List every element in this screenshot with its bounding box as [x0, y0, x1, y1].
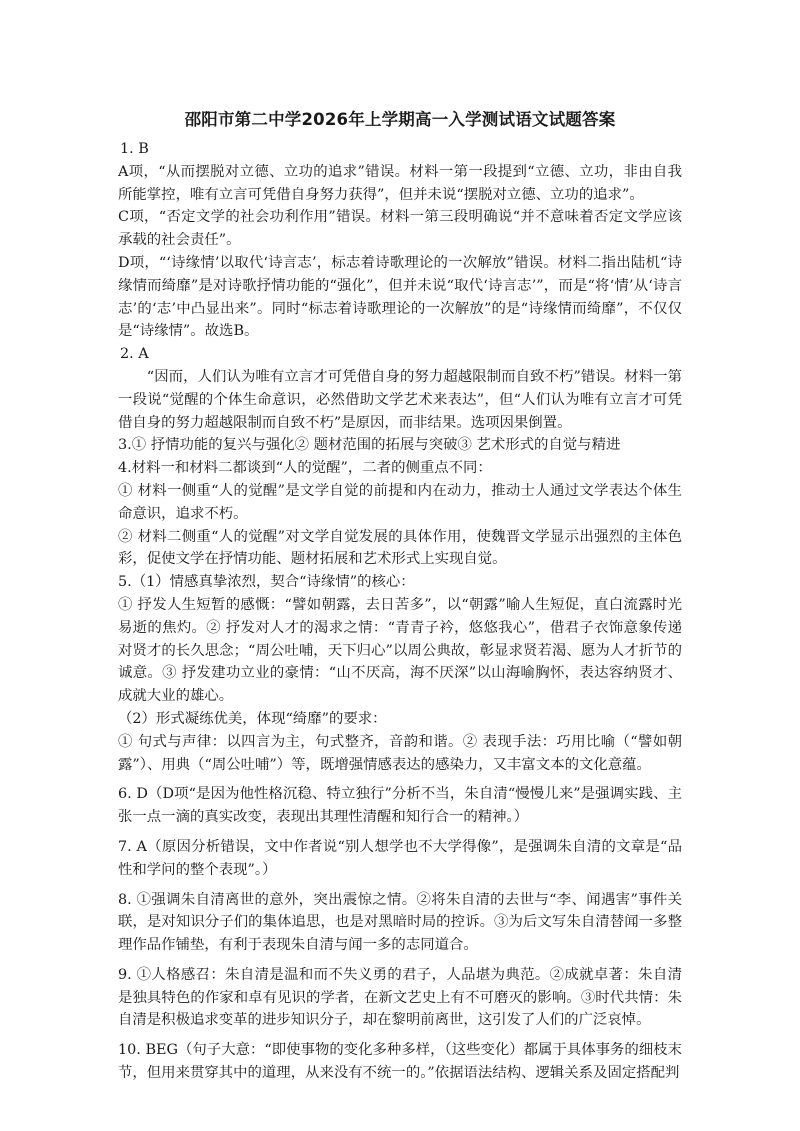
- answer-6: 6. D（D项“是因为他性格沉稳、特立独行”分析不当，朱自清“慢慢儿来”是强调实践、主张一点一滴的真实改变，表现出其理性清醒和知行合一的精神。）: [118, 786, 682, 826]
- answer-2-choice: 2. A: [120, 346, 149, 363]
- answer-3: 3.① 抒情功能的复兴与强化② 题材范围的拓展与突破③ 艺术形式的自觉与精进: [118, 437, 621, 454]
- answer-body: [118, 138, 682, 1085]
- answer-5-part-1-heading: 5.（1）情感真挚浓烈，契合“诗缘情”的核心：: [118, 574, 415, 591]
- answer-5-part-2-points: ① 句式与声律：以四言为主，句式整齐，音韵和谐。② 表现手法：巧用比喻（“譬如朝露”）、用典（“周公吐哺”）等，既增强情感表达的感染力，又丰富文本的文化意蕴。: [118, 733, 682, 773]
- answer-1-option-a: A项，“从而摆脱对立德、立功的追求”错误。材料一第一段提到“立德、立功，非由自我所能掌控，唯有立言可凭借自身努力获得”，但并未说“摆脱对立德、立功的追求”。: [118, 163, 682, 203]
- answer-1-option-c: C项，“否定文学的社会功利作用”错误。材料一第三段明确说“并不意味着否定文学应该承载的社会责任”。: [118, 209, 682, 249]
- answer-4-point-1: ① 材料一侧重“人的觉醒”是文学自觉的前提和内在动力，推动士人通过文学表达个体生命意识，追求不朽。: [118, 482, 682, 522]
- answer-10-partial: 10. BEG（句子大意：“即使事物的变化多种多样，（这些变化）都属于具体事务的细枝末节，但用来贯穿其中的道理，从来没有不统一的。”依据语法结构、逻辑关系及固定搭配判: [118, 1042, 682, 1082]
- answer-8: 8. ①强调朱自清离世的意外，突出震惊之情。②将朱自清的去世与“李、闻遇害”事件关联，是对知识分子们的集体追思，也是对黑暗时局的控诉。③为后文写朱自清替闻一多整理作品作铺垫，有利于表现朱自清与闻一多的志同道合。: [118, 891, 682, 954]
- answer-1-choice: 1. B: [120, 141, 149, 157]
- document-title: 邵阳市第二中学2026年上学期高一入学测试语文试题答案: [184, 110, 616, 129]
- answer-4-intro: 4.材料一和材料二都谈到“人的觉醒”，二者的侧重点不同：: [118, 460, 492, 477]
- answer-5-part-1-points: ① 抒发人生短暂的感慨：“譬如朝露，去日苦多”，以“朝露”喻人生短促，直白流露时光易逝的焦灼。② 抒发对人才的渴求之情：“青青子衿，悠悠我心”，借君子衣饰意象传递对贤才的长久思念；“周公吐哺，天下归心”以周公典故，彰显求贤若渴、愿为人才折节的诚意。③ 抒发建功立业的豪情：“山不厌高，海不厌深”以山海喻胸怀，表达容纳贤才、成就大业的雄心。: [118, 596, 682, 705]
- answer-1-option-d: D项，“‘诗缘情’以取代‘诗言志’，标志着诗歌理论的一次解放”错误。材料二指出陆机“诗缘情而绮靡”是对诗歌抒情功能的“强化”，但并未说“取代‘诗言志’”，而是“将‘情’从‘诗言志’的‘志’中凸显出来”。同时“标志着诗歌理论的一次解放”的是“诗缘情而绮靡”，不仅仅是“诗缘情”。故选B。: [118, 254, 682, 340]
- answer-4-point-2: ② 材料二侧重“人的觉醒”对文学自觉发展的具体作用，使魏晋文学显示出强烈的主体色彩，促使文学在抒情功能、题材拓展和艺术形式上实现自觉。: [118, 528, 682, 568]
- answer-2-explanation: “因而，人们认为唯有立言才可凭借自身的努力超越限制而自致不朽”错误。材料一第一段说“觉醒的个体生命意识，必然借助文学艺术来表达”，但“人们认为唯有立言才可凭借自身的努力超越限制而自致不朽”是原因，而非结果。选项因果倒置。: [118, 368, 682, 431]
- answer-7: 7. A（原因分析错误，文中作者说“别人想学也不大学得像”，是强调朱自清的文章是“品性和学问的整个表现”。）: [118, 838, 682, 878]
- answer-5-part-2-heading: （2）形式凝练优美，体现“绮靡”的要求：: [118, 710, 387, 727]
- answer-9: 9. ①人格感召：朱自清是温和而不失义勇的君子，人品堪为典范。②成就卓著：朱自清是独具特色的作家和卓有见识的学者，在新文艺史上有不可磨灭的影响。③时代共情：朱自清是积极追求变革的进步知识分子，却在黎明前离世，这引发了人们的广泛哀悼。: [118, 966, 682, 1029]
